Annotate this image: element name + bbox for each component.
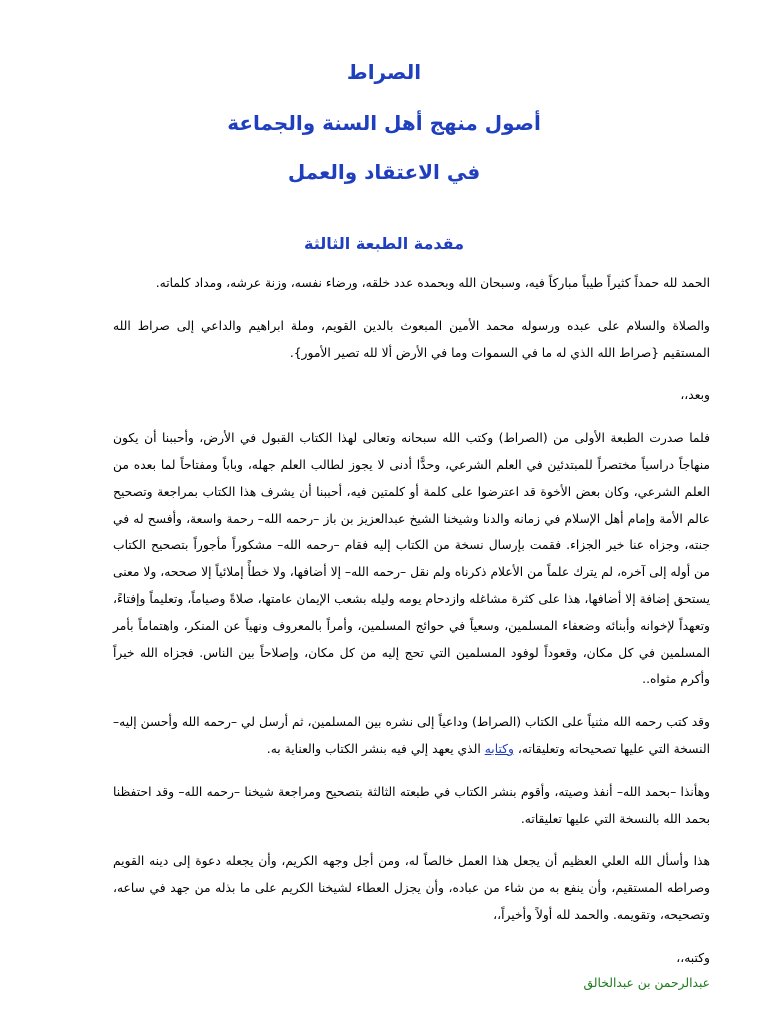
paragraph-letter-start: وقد كتب رحمه الله مثنياً على الكتاب (الصراط) وداعياً إلى نشره بين المسلمين، ثم أرسل لي –رحمه الله وأحسن إليه– النسخة التي عليها تصحيحاته وتعليقاته، (113, 715, 710, 756)
paragraph-prayer: هذا وأسأل الله العلي العظيم أن يجعل هذا العمل خالصاً له، ومن أجل وجهه الكريم، وأن يجعله دعوة إلى دينه القويم وصراطه المستقيم، وأن ينفع به من شاء من عباده، وأن يجزل العطاء لشيخنا الكريم على ما بذله من جهد في ساعه، وتصحيحه، وتقويمه. والحمد لله أولاً وأخيراً،، (113, 854, 710, 922)
book-subtitle-2: في الاعتقاد والعمل (287, 160, 481, 184)
book-title: الصراط (346, 60, 422, 84)
paragraph-transition: وبعد،، (680, 388, 710, 403)
paragraph-praise: الحمد لله حمداً كثيراً طيباً مباركاً فيه، وسبحان الله وبحمده عدد خلقه، ورضاء نفسه، وزنة عرشه، ومداد كلماته. (155, 276, 710, 290)
document-body (113, 270, 710, 988)
letter-link[interactable]: وكتابه (484, 741, 514, 756)
paragraph-first-edition: فلما صدرت الطبعة الأولى من (الصراط) وكتب الله سبحانه وتعالى لهذا الكتاب القبول في الأرض، وأحببنا أن يكون منهاجاً دراسياً مختصراً للمبتدئين في العلم الشرعي، وحدًّا أدنى لا يجوز لطالب العلم جهله، وباباً ومفتاحاً لما بعده من العلم الشرعي، وكان بعض الأخوة قد اعترضوا على كلمة أو كلمتين فيه، أحببنا أن يشرف هذا الكتاب بمراجعة وتصحيح عالم الأمة وإمام أهل الإسلام في زمانه والدنا وشيخنا الشيخ عبدالعزيز بن باز –رحمه الله– رحمة واسعة، وأفسح له في جنته، وجزاه عنا خير الجزاء. فقمت بإرسال نسخة من الكتاب إليه فقام –رحمه الله– مشكوراً مأجوراً بتصحيح الكتاب من أوله إلى آخره، لم يترك علماً من الأعلام ذكرناه ولم نقل –رحمه الله– إلا أضافها، ولا خطأً إملائياً إلا صححه، ولا معنى يستحق إضافة إلا أضافها، هذا على كثرة مشاغله وازدحام يومه وليله بشعب الإيمان عامتها، صلاةً وصياماً، وتعليماً وإفتاءً، وتعهداً لإخوانه وأبنائه وضعفاء المسلمين، وسعياً في حوائج المسلمين، وأمراً بالمعروف ونهياً عن المنكر، واهتماماً بأمر المسلمين في كل مكان، وقعوداً لوفود المسلمين التي تحج إليه من كل مكان، وإصلاحاً بين الناس. فجزاه الله خيراً وأكرم مثواه.. (113, 431, 710, 687)
paragraph-salutation: والصلاة والسلام على عبده ورسوله محمد الأمين المبعوث بالدين القويم، وملة ابراهيم والداعي إلى صراط الله المستقيم {صراط الله الذي له ما في السموات وما في الأرض ألا لله تصير الأمور}. (113, 318, 710, 360)
section-heading: مقدمة الطبعة الثالثة (303, 234, 465, 253)
author-signature: عبدالرحمن بن عبدالخالق (583, 976, 710, 990)
book-subtitle-1: أصول منهج أهل السنة والجماعة (227, 111, 541, 135)
paragraph-written-by: وكتبه،، (676, 950, 710, 965)
paragraph-third-edition: وهأنذا –بحمد الله– أنفذ وصيته، وأقوم بنشر الكتاب في طبعته الثالثة بتصحيح ومراجعة شيخنا –رحمه الله– وقد احتفظنا بحمد الله بالنسخة التي عليها تعليقاته. (113, 784, 710, 826)
paragraph-letter (113, 709, 710, 763)
paragraph-letter-end: الذي يعهد إلي فيه بنشر الكتاب والعناية به. (266, 741, 485, 756)
